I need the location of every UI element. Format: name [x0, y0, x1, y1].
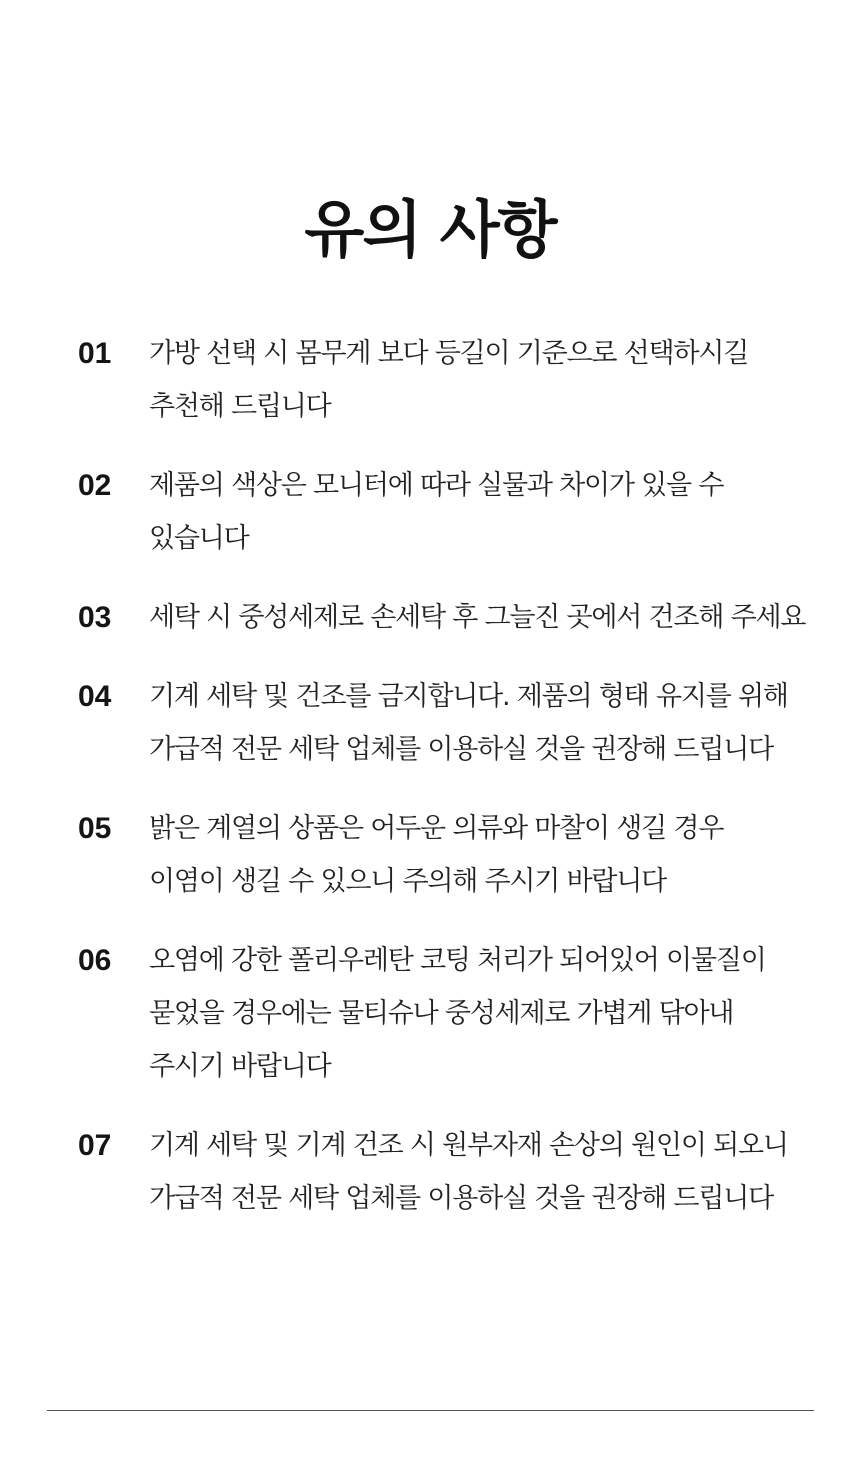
notice-item [0, 802, 860, 908]
notice-item [0, 934, 860, 1093]
notice-text [149, 670, 829, 776]
notice-text [149, 802, 829, 908]
notice-text [149, 459, 829, 565]
notice-item [0, 459, 860, 565]
notice-item [0, 670, 860, 776]
notice-text [149, 327, 829, 433]
notice-number: 04 [78, 680, 112, 713]
notice-line: 가급적 전문 세탁 업체를 이용하실 것을 권장해 드립니다 [149, 1183, 773, 1214]
notice-line: 기계 세탁 및 기계 건조 시 원부자재 손상의 원인이 되오니 [149, 1130, 788, 1161]
notice-line: 이염이 생길 수 있으니 주의해 주시기 바랍니다 [149, 866, 667, 897]
notice-number: 01 [78, 337, 112, 370]
notice-item [0, 327, 860, 433]
notice-line: 밝은 계열의 상품은 어두운 의류와 마찰이 생길 경우 [149, 813, 724, 844]
notice-line: 세탁 시 중성세제로 손세탁 후 그늘진 곳에서 건조해 주세요 [149, 602, 806, 633]
notice-line: 묻었을 경우에는 물티슈나 중성세제로 가볍게 닦아내 [149, 998, 734, 1029]
notice-text [149, 591, 829, 644]
notice-line: 제품의 색상은 모니터에 따라 실물과 차이가 있을 수 [149, 470, 724, 501]
notice-line: 주시기 바랍니다 [149, 1051, 331, 1082]
notice-line: 가급적 전문 세탁 업체를 이용하실 것을 권장해 드립니다 [149, 734, 773, 765]
notice-line: 추천해 드립니다 [149, 391, 331, 422]
notice-number: 02 [78, 469, 112, 502]
notice-text [149, 1119, 829, 1225]
notice-item [0, 1119, 860, 1225]
notice-line: 기계 세탁 및 건조를 금지합니다. 제품의 형태 유지를 위해 [149, 681, 788, 712]
notice-item [0, 591, 860, 644]
page-title: 유의 사항 [304, 192, 556, 266]
notice-number: 05 [78, 812, 112, 845]
notice-number: 06 [78, 944, 112, 977]
notice-text [149, 934, 829, 1093]
notice-number: 07 [78, 1129, 112, 1162]
notice-line: 있습니다 [149, 523, 249, 554]
notice-number: 03 [78, 601, 112, 634]
notice-line: 오염에 강한 폴리우레탄 코팅 처리가 되어있어 이물질이 [149, 945, 766, 976]
notice-list [0, 327, 860, 1251]
bottom-divider [47, 1410, 814, 1411]
notice-line: 가방 선택 시 몸무게 보다 등길이 기준으로 선택하시길 [149, 338, 749, 369]
